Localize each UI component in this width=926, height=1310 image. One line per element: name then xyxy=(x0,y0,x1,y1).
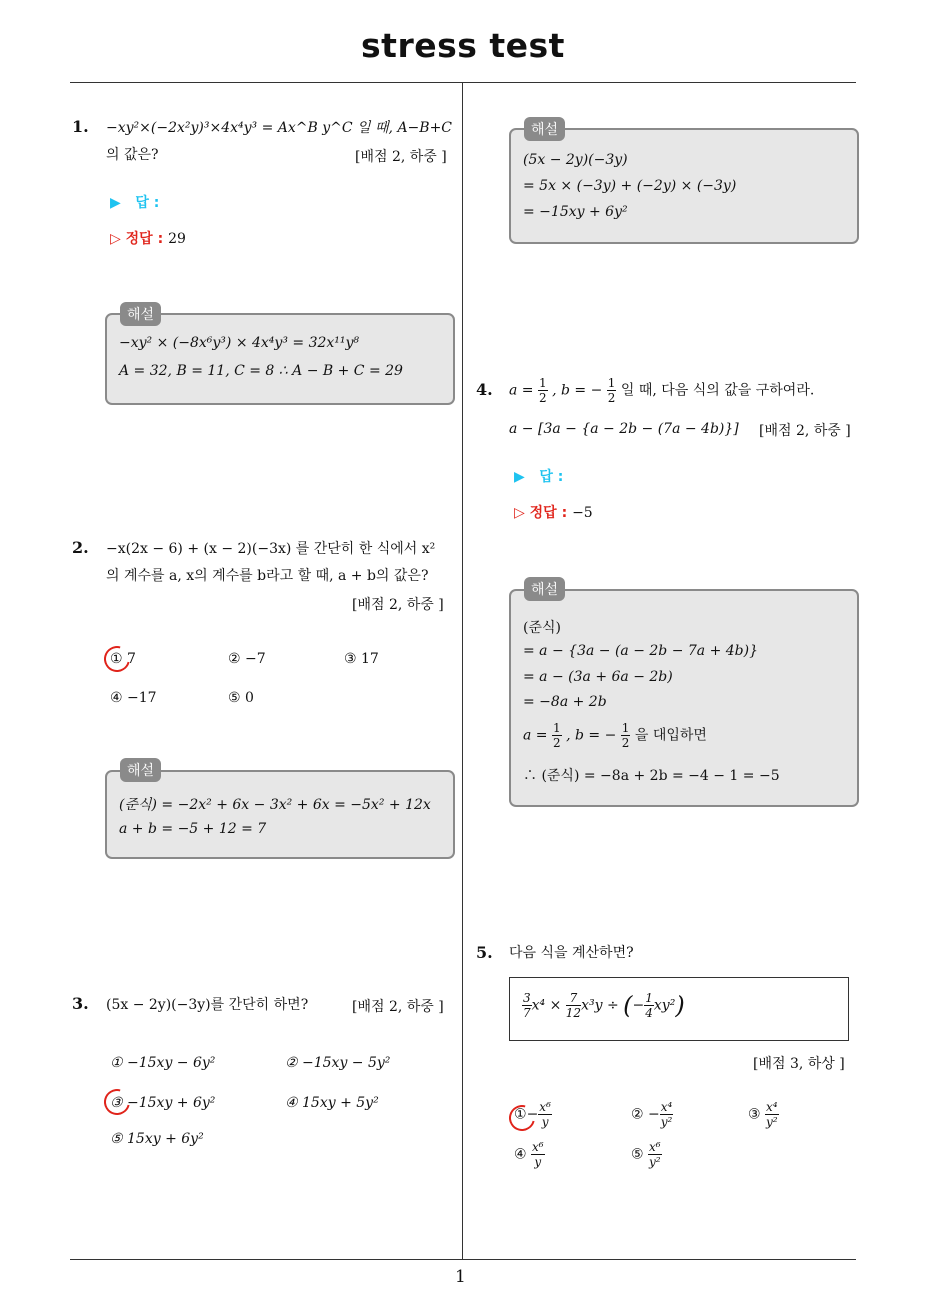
q1-answer-label: 답 : xyxy=(135,195,160,211)
q2-sol-line: (준식) = −2x² + 6x − 3x² + 6x = −5x² + 12x xyxy=(119,797,431,813)
triangle-outline-icon: ▷ xyxy=(514,505,525,521)
q2-meta: [배점 2, 하중 ] xyxy=(352,597,444,613)
q3-sol-line: = 5x × (−3y) + (−2y) × (−3y) xyxy=(523,178,737,194)
q1-correct-label: 정답 : xyxy=(125,231,164,247)
q1-solution-box xyxy=(105,313,455,405)
q1-correct-value: 29 xyxy=(168,231,186,247)
q4-sol-line: (준식) xyxy=(523,620,561,636)
q3-solution-tag: 해설 xyxy=(524,117,565,141)
q4-line2: a − [3a − {a − 2b − (7a − 4b)}] xyxy=(509,421,739,437)
q4-solution-box xyxy=(509,589,859,807)
q4-correct-row xyxy=(514,502,593,522)
q1-sol-line: A = 32, B = 11, C = 8 ∴ A − B + C = 29 xyxy=(119,363,403,379)
q2-line1: −x(2x − 6) + (x − 2)(−3x) 를 간단히 한 식에서 x² xyxy=(106,541,436,557)
q4-b-frac: $\frac{1}{2}$ xyxy=(607,376,616,405)
q3-meta: [배점 2, 하중 ] xyxy=(352,999,444,1015)
q3-choice-1[interactable]: ① −15xy − 6y² xyxy=(110,1055,216,1071)
q4-line1-tail: 일 때, 다음 식의 값을 구하여라. xyxy=(620,382,815,399)
q5-choice-4[interactable]: ④ $\frac{\text{x⁶}}{y}$ xyxy=(514,1140,544,1169)
q5-expression-box xyxy=(509,977,849,1041)
q4-b-lhs: , b = − xyxy=(552,382,603,399)
q3-choice-3[interactable]: ③ −15xy + 6y² xyxy=(110,1095,216,1111)
footer-rule xyxy=(70,1259,856,1260)
q4-sol-line: = a − {3a − (a − 2b − 7a + 4b)} xyxy=(523,643,759,659)
q4-a-frac: $\frac{1}{2}$ xyxy=(538,376,547,405)
q4-solution-tag: 해설 xyxy=(524,577,565,601)
q2-choice-4[interactable]: ④ −17 xyxy=(110,690,157,706)
q2-solution-tag: 해설 xyxy=(120,758,161,782)
q3-sol-line: = −15xy + 6y² xyxy=(523,204,628,220)
q3-choice-4[interactable]: ④ 15xy + 5y² xyxy=(285,1095,379,1111)
q3-selected-circle-icon xyxy=(99,1084,135,1120)
q5-expression: $\frac{3}{7}$ x⁴ × $\frac{7}{12}$ x³y ÷ (− $\frac{1}{4}$ xy²) xyxy=(523,991,685,1020)
q4-sol-line: = a − (3a + 6a − 2b) xyxy=(523,669,673,685)
q4-meta: [배점 2, 하중 ] xyxy=(759,423,851,439)
q1-line2: 의 값은? xyxy=(106,147,159,163)
q1-solution-tag: 해설 xyxy=(120,302,161,326)
page-title: stress test xyxy=(361,26,565,65)
q4-a-lhs: a = xyxy=(509,382,534,399)
column-divider xyxy=(462,83,463,1259)
q3-solution-box xyxy=(509,128,859,244)
q2-number: 2. xyxy=(72,538,89,557)
q4-sol-line: = −8a + 2b xyxy=(523,694,607,710)
page-number: 1 xyxy=(455,1267,466,1287)
q4-sol-substitute: a = $\frac{1}{2}$ , b = − $\frac{1}{2}$ 을 대입하면 xyxy=(523,721,707,750)
q3-choice-5[interactable]: ⑤ 15xy + 6y² xyxy=(110,1131,204,1147)
q1-line1: −xy²×(−2x²y)³×4x⁴y³ = Ax^B y^C 일 때, A−B+C xyxy=(106,120,453,136)
q2-choice-5[interactable]: ⑤ 0 xyxy=(228,690,254,706)
q3-line1: (5x − 2y)(−3y)를 간단히 하면? xyxy=(106,997,309,1013)
q3-number: 3. xyxy=(72,994,89,1013)
q4-answer-row xyxy=(514,466,563,486)
q1-number: 1. xyxy=(72,117,89,136)
q5-choice-2[interactable]: ② − $\frac{\text{x⁴}}{\text{y²}}$ xyxy=(631,1100,673,1129)
play-icon: ▶ xyxy=(514,469,525,485)
q3-sol-line: (5x − 2y)(−3y) xyxy=(523,152,628,168)
q1-correct-row xyxy=(110,228,186,248)
q5-line1: 다음 식을 계산하면? xyxy=(509,945,634,961)
q5-meta: [배점 3, 하상 ] xyxy=(753,1056,845,1072)
q2-solution-box xyxy=(105,770,455,859)
q5-choice-5[interactable]: ⑤ $\frac{\text{x⁶}}{\text{y²}}$ xyxy=(631,1140,661,1169)
q4-correct-label: 정답 : xyxy=(529,505,568,521)
q3-choice-2[interactable]: ② −15xy − 5y² xyxy=(285,1055,391,1071)
q1-sol-line: −xy² × (−8x⁶y³) × 4x⁴y³ = 32x¹¹y⁸ xyxy=(119,335,360,351)
q2-choice-2[interactable]: ② −7 xyxy=(228,651,266,667)
q5-choice-3[interactable]: ③ $\frac{\text{x⁴}}{\text{y²}}$ xyxy=(748,1100,778,1129)
q2-choice-3[interactable]: ③ 17 xyxy=(344,651,379,667)
q4-sol-line: ∴ (준식) = −8a + 2b = −4 − 1 = −5 xyxy=(523,768,780,784)
q4-line1 xyxy=(509,376,814,405)
q1-answer-row xyxy=(110,192,159,212)
q5-choice-1[interactable]: ①− $\frac{\text{x⁶}}{y}$ xyxy=(514,1100,551,1129)
q2-choice-1[interactable]: ① 7 xyxy=(110,651,136,667)
q1-meta: [배점 2, 하중 ] xyxy=(355,149,447,165)
q2-selected-circle-icon xyxy=(99,641,135,677)
q4-number: 4. xyxy=(476,380,493,399)
q4-answer-label: 답 : xyxy=(539,469,564,485)
q5-number: 5. xyxy=(476,943,493,962)
q2-sol-line: a + b = −5 + 12 = 7 xyxy=(119,821,267,837)
triangle-outline-icon: ▷ xyxy=(110,231,121,247)
header-rule xyxy=(70,82,856,83)
q4-correct-value: −5 xyxy=(572,505,593,521)
q2-line2: 의 계수를 a, x의 계수를 b라고 할 때, a + b의 값은? xyxy=(106,568,429,584)
play-icon: ▶ xyxy=(110,195,121,211)
